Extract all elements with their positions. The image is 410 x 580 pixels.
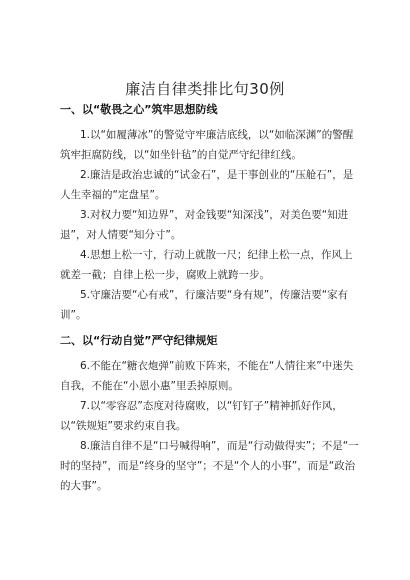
section-heading-1: 一、以“敬畏之心”筑牢思想防线 — [60, 103, 218, 116]
paragraph-4: 4.思想上松一寸，行动上就散一尺；纪律上松一点，作风上就差一截；自律上松一步，腐败上就跨一步。 — [60, 249, 353, 281]
document-body — [60, 102, 360, 496]
paragraph-3: 3.对权力要“知边界”，对金钱要“知深浅”，对美色要“知进退”，对人情要“知分寸”。 — [60, 209, 349, 241]
paragraph-2: 2.廉洁是政治忠诚的“试金石”，是干事创业的“压舱石”，是人生幸福的“定盘星”。 — [60, 169, 354, 201]
paragraph-1: 1.以“如履薄冰”的警觉守牢廉洁底线，以“如临深渊”的警醒筑牢拒腐防线，以“如坐针毡”的自觉严守纪律红线。 — [60, 129, 354, 161]
paragraph-5: 5.守廉洁要“心有戒”，行廉洁要“身有规”，传廉洁要“家有训”。 — [60, 289, 349, 321]
paragraph-8: 8.廉洁自律不是“口号喊得响”，而是“行动做得实”；不是“一时的坚持”，而是“终身的坚守”；不是“个人的小事”，而是“政治的大事”。 — [60, 440, 359, 492]
section-heading-2: 二、以“行动自觉”严守纪律规矩 — [60, 334, 218, 347]
document-title: 廉洁自律类排比句30例 — [125, 80, 285, 98]
paragraph-6: 6.不能在“糖衣炮弹”前败下阵来，不能在“人情往来”中迷失自我，不能在“小恩小惠”里丢掉原则。 — [60, 360, 354, 392]
paragraph-7: 7.以“零容忍”态度对待腐败，以“钉钉子”精神抓好作风，以“铁规矩”要求约束自我。 — [60, 400, 343, 432]
